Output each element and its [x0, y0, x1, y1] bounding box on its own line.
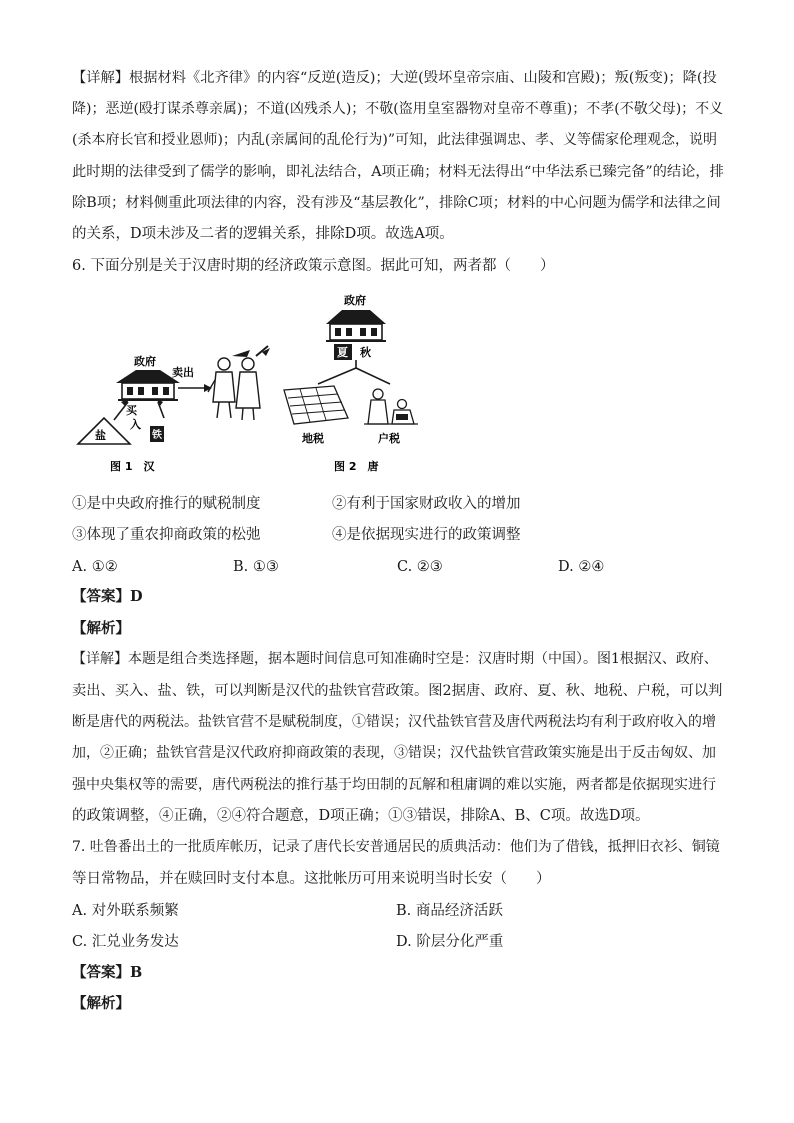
q6-statement: ②有利于国家财政收入的增加	[332, 496, 521, 512]
q6-statement: ①是中央政府推行的赋税制度	[72, 496, 261, 512]
fig1-government-building-icon	[116, 370, 180, 400]
q7-option-c: C. 汇兑业务发达	[72, 934, 179, 950]
q5-detail-line: 的关系，D项未涉及二者的逻辑关系，排除D项。故选A项。	[72, 226, 454, 242]
q7-option-d: D. 阶层分化严重	[396, 934, 504, 950]
fig1-han	[78, 346, 270, 473]
q6-detail-line: 卖出、买入、盐、铁，可以判断是汉代的盐铁官营政策。图2据唐、政府、夏、秋、地税、户税，可以判	[72, 683, 723, 699]
fig1-gov-label: 政府	[134, 355, 156, 368]
q6-option-c: C. ②③	[397, 559, 443, 575]
fig2-caption: 图 2 唐	[334, 460, 379, 473]
q5-detail-line: 此时期的法律受到了儒学的影响，即礼法结合，A项正确；材料无法得出“中华法系已臻完备”的结论，排	[72, 164, 724, 180]
q6-detail-line: 强中央集权等的需要，唐代两税法的推行基于均田制的瓦解和租庸调的难以实施，两者都是依据现实进行	[72, 777, 716, 793]
q6-figure-svg	[72, 290, 432, 480]
q5-detail-line: 除B项；材料侧重此项法律的内容，没有涉及“基层教化”，排除C项；材料的中心问题为儒学和法律之间	[72, 195, 721, 211]
q6-answer: 【答案】D	[72, 588, 143, 605]
fig2-gov-label: 政府	[344, 294, 366, 307]
fig2-household-tax-label: 户税	[378, 432, 400, 445]
fig1-iron-label: 铁	[152, 430, 162, 441]
fig2-branch-right	[356, 368, 390, 384]
q6-statement: ③体现了重农抑商政策的松弛	[72, 527, 261, 543]
fig2-land-tax-label: 地税	[302, 432, 324, 445]
q6-option-d: D. ②④	[558, 559, 605, 575]
q7-option-a: A. 对外联系频繁	[72, 903, 179, 919]
fig1-salt-label: 盐	[95, 429, 106, 442]
q6-figure	[72, 290, 432, 480]
fig1-people-icon	[208, 346, 270, 420]
q6-statement: ④是依据现实进行的政策调整	[332, 527, 521, 543]
q5-detail-line: 降)；恶逆(殴打谋杀尊亲属)；不道(凶残杀人)；不敬(盗用皇室器物对皇帝不尊重)；不孝(不敬父母)；不义	[72, 101, 724, 117]
q6-detail-line: 加，②正确；盐铁官营是汉代政府抑商政策的表现，③错误；汉代盐铁官营政策实施是出于反击匈奴、加	[72, 745, 716, 761]
q7-stem-line: 7. 吐鲁番出土的一批质库帐历，记录了唐代长安普通居民的质典活动：他们为了借钱，抵押旧衣衫、铜镜	[72, 839, 720, 855]
q5-detail-line: 【详解】根据材料《北齐律》的内容“反逆(造反)；大逆(毁坏皇帝宗庙、山陵和宫殿)；叛(叛变)；降(投	[72, 70, 717, 86]
fig1-buy-label-2: 入	[130, 418, 141, 431]
fig1-sell-label: 卖出	[172, 366, 194, 379]
fig2-tang	[284, 293, 418, 473]
q6-stem: 6. 下面分别是关于汉唐时期的经济政策示意图。据此可知，两者都（ ）	[72, 258, 555, 274]
fig1-caption: 图 1 汉	[110, 460, 155, 473]
q7-stem-line: 等日常物品，并在赎回时支付本息。这批帐历可用来说明当时长安（ ）	[72, 871, 551, 887]
fig2-autumn-label: 秋	[360, 346, 371, 359]
fig2-fields-icon	[284, 386, 348, 424]
q7-analysis-label: 【解析】	[72, 995, 130, 1012]
fig2-branch-left	[318, 368, 356, 384]
fig2-summer-label: 夏	[337, 346, 348, 359]
q6-detail-line: 【详解】本题是组合类选择题，据本题时间信息可知准确时空是：汉唐时期（中国）。图1根据汉、政府、	[72, 651, 718, 667]
q6-option-a: A. ①②	[72, 559, 118, 575]
fig2-government-building-icon	[326, 310, 386, 341]
fig2-household-icon	[364, 389, 418, 424]
q7-option-b: B. 商品经济活跃	[396, 903, 503, 919]
q7-answer: 【答案】B	[72, 964, 143, 981]
q5-detail-line: (杀本府长官和授业恩师)；内乱(亲属间的乱伦行为)”可知，此法律强调忠、孝、义等儒家伦理观念，说明	[72, 132, 718, 148]
q6-analysis-label: 【解析】	[72, 620, 130, 637]
fig1-buy-label-1: 买	[126, 404, 137, 417]
q6-detail-line: 断是唐代的两税法。盐铁官营不是赋税制度，①错误；汉代盐铁官营及唐代两税法均有利于政府收入的增	[72, 714, 716, 730]
q6-detail-line: 的政策调整，④正确，②④符合题意，D项正确；①③错误，排除A、B、C项。故选D项。	[72, 808, 650, 824]
q6-option-b: B. ①③	[233, 559, 279, 575]
